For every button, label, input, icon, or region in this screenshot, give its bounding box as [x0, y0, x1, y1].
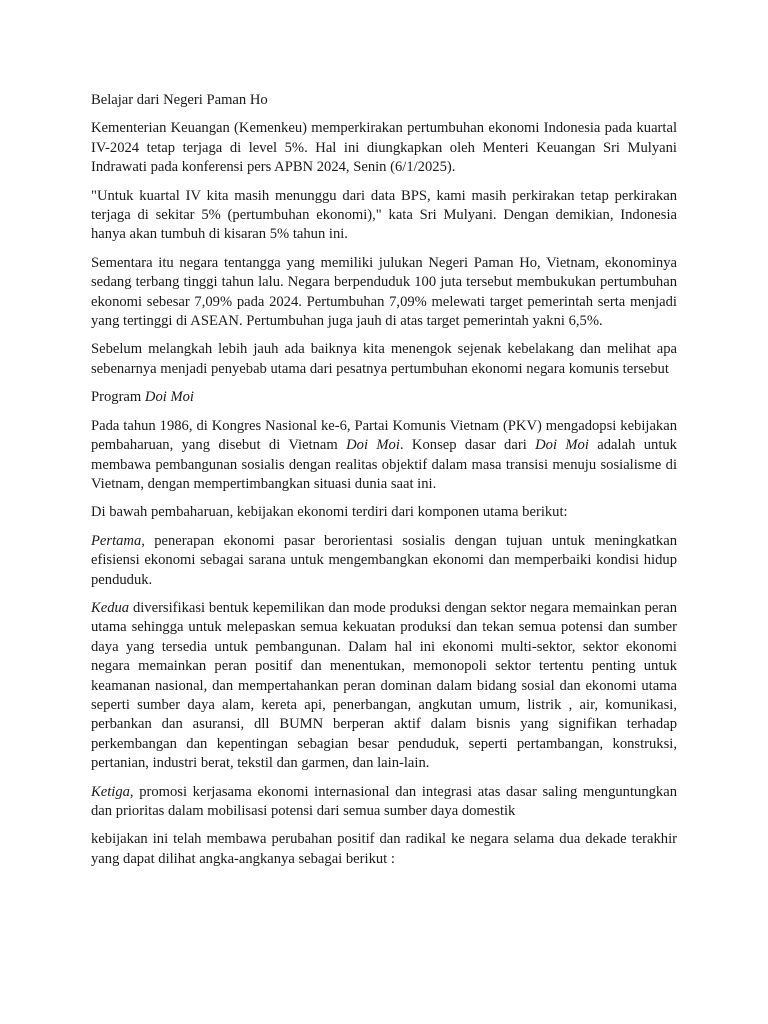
document-page — [91, 91, 677, 878]
paragraph-2: "Untuk kuartal IV kita masih menunggu dari data BPS, kami masih perkirakan tetap perkirakan terjaga di sekitar 5% (pertumbuhan ekonomi)," kata Sri Mulyani. Dengan demikian, Indonesia hanya akan tumbuh di kisaran 5% tahun ini. — [91, 187, 677, 243]
paragraph-8-lead: Kedua — [91, 599, 130, 616]
paragraph-7-text: penerapan ekonomi pasar berorientasi sosialis dengan tujuan untuk meningkatkan efisiensi ekonomi sebagai sarana untuk mengembangkan ekonomi dan memperbaiki kondisi hidup penduduk. — [91, 532, 677, 588]
paragraph-8 — [91, 599, 677, 774]
paragraph-7 — [91, 532, 677, 590]
section-heading — [91, 388, 677, 407]
paragraph-9-lead: Ketiga — [91, 783, 130, 800]
paragraph-5-part-c: adalah untuk membawa pembangunan sosialis dengan realitas objektif dalam masa transisi menuju sosialisme di Vietnam, dengan mempertimbangkan situasi dunia saat ini. — [91, 437, 677, 492]
paragraph-10: kebijakan ini telah membawa perubahan positif dan radikal ke negara selama dua dekade terakhir yang dapat dilihat angka-angkanya sebagai berikut : — [91, 831, 677, 867]
paragraph-3: Sementara itu negara tentangga yang memiliki julukan Negeri Paman Ho, Vietnam, ekonominya sedang terbang tinggi tahun lalu. Negara berpenduduk 100 juta tersebut membukukan pertumbuhan ekonomi sebesar 7,09% pada 2024. Pertumbuhan 7,09% melewati target pemerintah serta menjadi yang tertinggi di ASEAN. Pertumbuhan juga jauh di atas target pemerintah yakni 6,5%. — [91, 254, 677, 330]
paragraph-9 — [91, 783, 677, 822]
paragraph-5 — [91, 417, 677, 495]
paragraph-5-part-a: Pada tahun 1986, di Kongres Nasional ke-6, Partai Komunis Vietnam (PKV) mengadopsi kebijakan pembaharuan, yang disebut di Vietnam — [91, 417, 677, 454]
paragraph-5-part-b: . Konsep dasar dari — [399, 437, 536, 454]
paragraph-9-text: , promosi kerjasama ekonomi internasional dan integrasi atas dasar saling menguntungkan dan prioritas dalam mobilisasi potensi dari semua sumber daya domestik — [91, 783, 677, 819]
section-heading-term: Doi Moi — [144, 389, 194, 406]
document-title: Belajar dari Negeri Paman Ho — [91, 92, 268, 108]
section-heading-prefix: Program — [91, 389, 145, 406]
paragraph-1: Kementerian Keuangan (Kemenkeu) memperkirakan pertumbuhan ekonomi Indonesia pada kuartal IV-2024 tetap terjaga di level 5%. Hal ini diungkapkan oleh Menteri Keuangan Sri Mulyani Indrawati pada konferensi pers APBN 2024, Senin (6/1/2025). — [91, 120, 677, 176]
paragraph-7-lead: Pertama, — [91, 532, 145, 549]
paragraph-4: Sebelum melangkah lebih jauh ada baiknya kita menengok sejenak kebelakang dan melihat apa sebenarnya menjadi penyebab utama dari pesatnya pertumbuhan ekonomi negara komunis tersebut — [91, 341, 677, 377]
paragraph-5-term-1: Doi Moi — [346, 437, 400, 454]
paragraph-8-text: diversifikasi bentuk kepemilikan dan mode produksi dengan sektor negara memainkan peran utama sehingga untuk melepaskan semua kekuatan produksi dan tekan semua potensi dan sumber daya yang tersedia untuk pembangunan. Dalam hal ini ekonomi multi-sektor, sektor ekonomi negara memainkan peran positif dan menentukan, memonopoli sektor tertentu penting untuk keamanan nasional, dan mempertahankan peran dominan dalam bidang sosial dan ekonomi utama seperti sumber daya alam, kereta api, penerbangan, angkutan umum, listrik , air, komunikasi, perbankan dan asuransi, dll BUMN berperan aktif dalam bisnis yang signifikan terhadap perkembangan dan kepentingan sebagian besar penduduk, seperti pertambangan, konstruksi, pertanian, industri berat, tekstil dan garmen, dan lain-lain. — [91, 599, 677, 772]
paragraph-5-term-2: Doi Moi — [535, 437, 589, 454]
paragraph-6: Di bawah pembaharuan, kebijakan ekonomi terdiri dari komponen utama berikut: — [91, 504, 568, 521]
